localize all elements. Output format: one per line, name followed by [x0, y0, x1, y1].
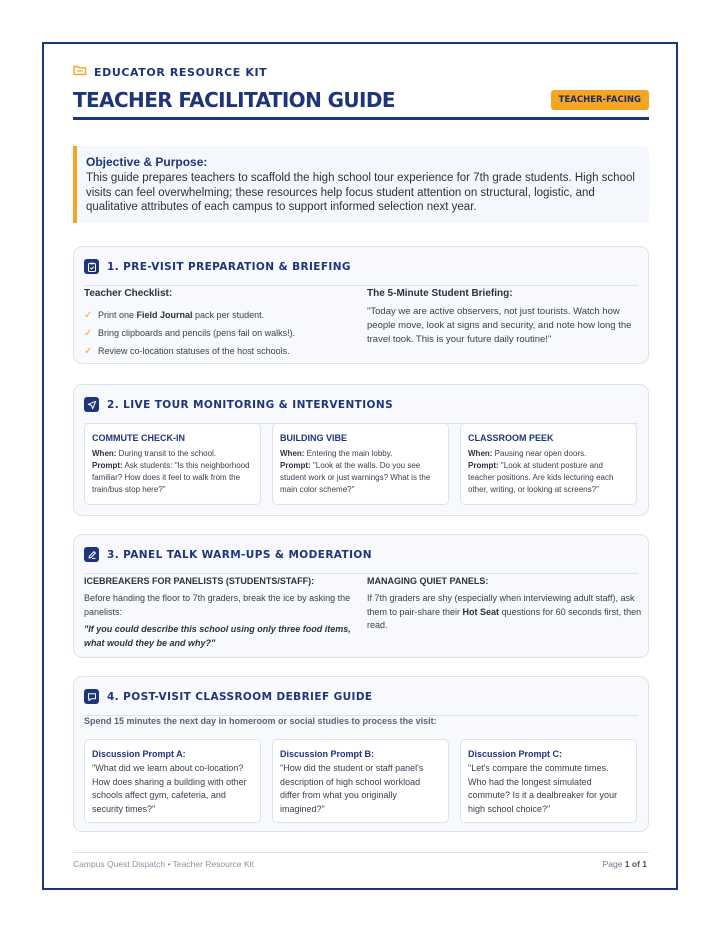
prompt-title: Discussion Prompt B: [280, 749, 375, 759]
checklist [84, 306, 354, 360]
kicker-text: EDUCATOR RESOURCE KIT [94, 65, 268, 79]
section-pre-visit [73, 246, 649, 364]
section-panel-talk [73, 534, 649, 658]
section-title: 4. POST-VISIT CLASSROOM DEBRIEF GUIDE [107, 690, 373, 703]
clipboard-icon [84, 259, 99, 274]
section-live-tour [73, 384, 649, 516]
tour-card-text: When: Entering the main lobby. Prompt: "Look at the walls. Do you see student work or just warnings? What is the main color scheme?" [280, 449, 431, 494]
icebreakers [84, 575, 354, 650]
pencil-icon [84, 547, 99, 562]
document-header [73, 62, 649, 223]
debrief-prompts [84, 739, 638, 823]
page-title: TEACHER FACILITATION GUIDE [73, 88, 395, 112]
checkmark-icon: ✓ [84, 345, 93, 357]
page-number: Page 1 of 1 [602, 859, 647, 869]
section-body [84, 423, 638, 505]
prompt-text: "How did the student or staff panel's description of high school workload differ from what you originally imagined?" [280, 763, 424, 814]
briefing-quote: "Today we are active observers, not just tourists. Watch how people move, look at signs and security, and note how long the travel took. This is your future daily routine!" [367, 306, 632, 345]
icebreakers-text: Before handing the floor to 7th graders, break the ice by asking the panelists: [84, 593, 351, 617]
section-debrief [73, 676, 649, 832]
tour-card-title: BUILDING VIBE [280, 433, 348, 443]
section-header [84, 256, 638, 286]
objective-callout [73, 146, 649, 223]
section-header [84, 686, 638, 716]
checkmark-icon: ✓ [84, 309, 93, 321]
tour-card-title: COMMUTE CHECK-IN [92, 433, 185, 443]
section-title: 3. PANEL TALK WARM-UPS & MODERATION [107, 548, 372, 561]
objective-title: Objective & Purpose: [86, 155, 208, 169]
kicker [73, 62, 649, 82]
tour-card-classroom [460, 423, 637, 505]
tour-card-text: When: During transit to the school. Prompt: Ask students: "Is this neighborhood familiar? How does it feel to walk from the train/bus stop here?" [92, 449, 250, 494]
document-page [42, 42, 678, 890]
tour-card-building [272, 423, 449, 505]
prompt-title: Discussion Prompt C: [468, 749, 563, 759]
checkmark-icon: ✓ [84, 327, 93, 339]
title-divider [73, 117, 649, 120]
tour-card-title: CLASSROOM PEEK [468, 433, 554, 443]
prompt-text: "What did we learn about co-location? How does sharing a building with other schools affect gym, cafeteria, and security times?" [92, 763, 247, 814]
title-row [73, 85, 649, 115]
prompt-card-b [272, 739, 449, 823]
quiet-panels-text: If 7th graders are shy (especially when interviewing adult staff), ask them to pair-share their Hot Seat questions for 60 seconds first, then read. [367, 593, 642, 630]
tour-card-text: When: Pausing near open doors. Prompt: "Look at student posture and teacher positions. Are kids lecturing each other, writing, or looking at screens?" [468, 449, 614, 494]
list-item [84, 342, 354, 360]
footer-source: Campus Quest Dispatch • Teacher Resource Kit [73, 859, 254, 869]
tour-card-commute [84, 423, 261, 505]
chat-icon [84, 689, 99, 704]
teacher-checklist [84, 287, 354, 360]
audience-badge: TEACHER-FACING [551, 90, 649, 110]
checklist-text: Review co-location statuses of the host schools. [98, 346, 290, 356]
prompt-card-a [84, 739, 261, 823]
folder-icon [73, 63, 87, 81]
briefing-title: The 5-Minute Student Briefing: [367, 288, 513, 299]
section-header [84, 544, 638, 574]
section-title: 2. LIVE TOUR MONITORING & INTERVENTIONS [107, 398, 394, 411]
prompt-text: "Let's compare the commute times. Who had the longest simulated commute? Is it a dealbreaker for your high school choice?" [468, 763, 618, 814]
checklist-text: Print one Field Journal pack per student. [98, 310, 265, 320]
section-body [84, 715, 638, 728]
student-briefing [367, 287, 642, 347]
debrief-intro: Spend 15 minutes the next day in homeroom or social studies to process the visit: [84, 716, 437, 726]
objective-text: This guide prepares teachers to scaffold the high school tour experience for 7th grade students. High school visits can feel overwhelming; these resources help focus student attention on structural, logistic, and qualitative attributes of each campus to support informed selection next year. [86, 172, 635, 213]
icebreaker-question: "If you could describe this school using only three food items, what would they be and why?" [84, 624, 351, 648]
list-item [84, 306, 354, 324]
footer-divider [73, 852, 649, 853]
checklist-title: Teacher Checklist: [84, 288, 173, 299]
icebreakers-title: ICEBREAKERS FOR PANELISTS (STUDENTS/STAFF): [84, 576, 315, 586]
prompt-title: Discussion Prompt A: [92, 749, 186, 759]
section-header [84, 394, 638, 424]
checklist-text: Bring clipboards and pencils (pens fail on walks!). [98, 328, 296, 338]
navigation-icon [84, 397, 99, 412]
quiet-panels [367, 575, 642, 633]
section-title: 1. PRE-VISIT PREPARATION & BRIEFING [107, 260, 351, 273]
prompt-card-c [460, 739, 637, 823]
list-item [84, 324, 354, 342]
quiet-panels-title: MANAGING QUIET PANELS: [367, 576, 489, 586]
